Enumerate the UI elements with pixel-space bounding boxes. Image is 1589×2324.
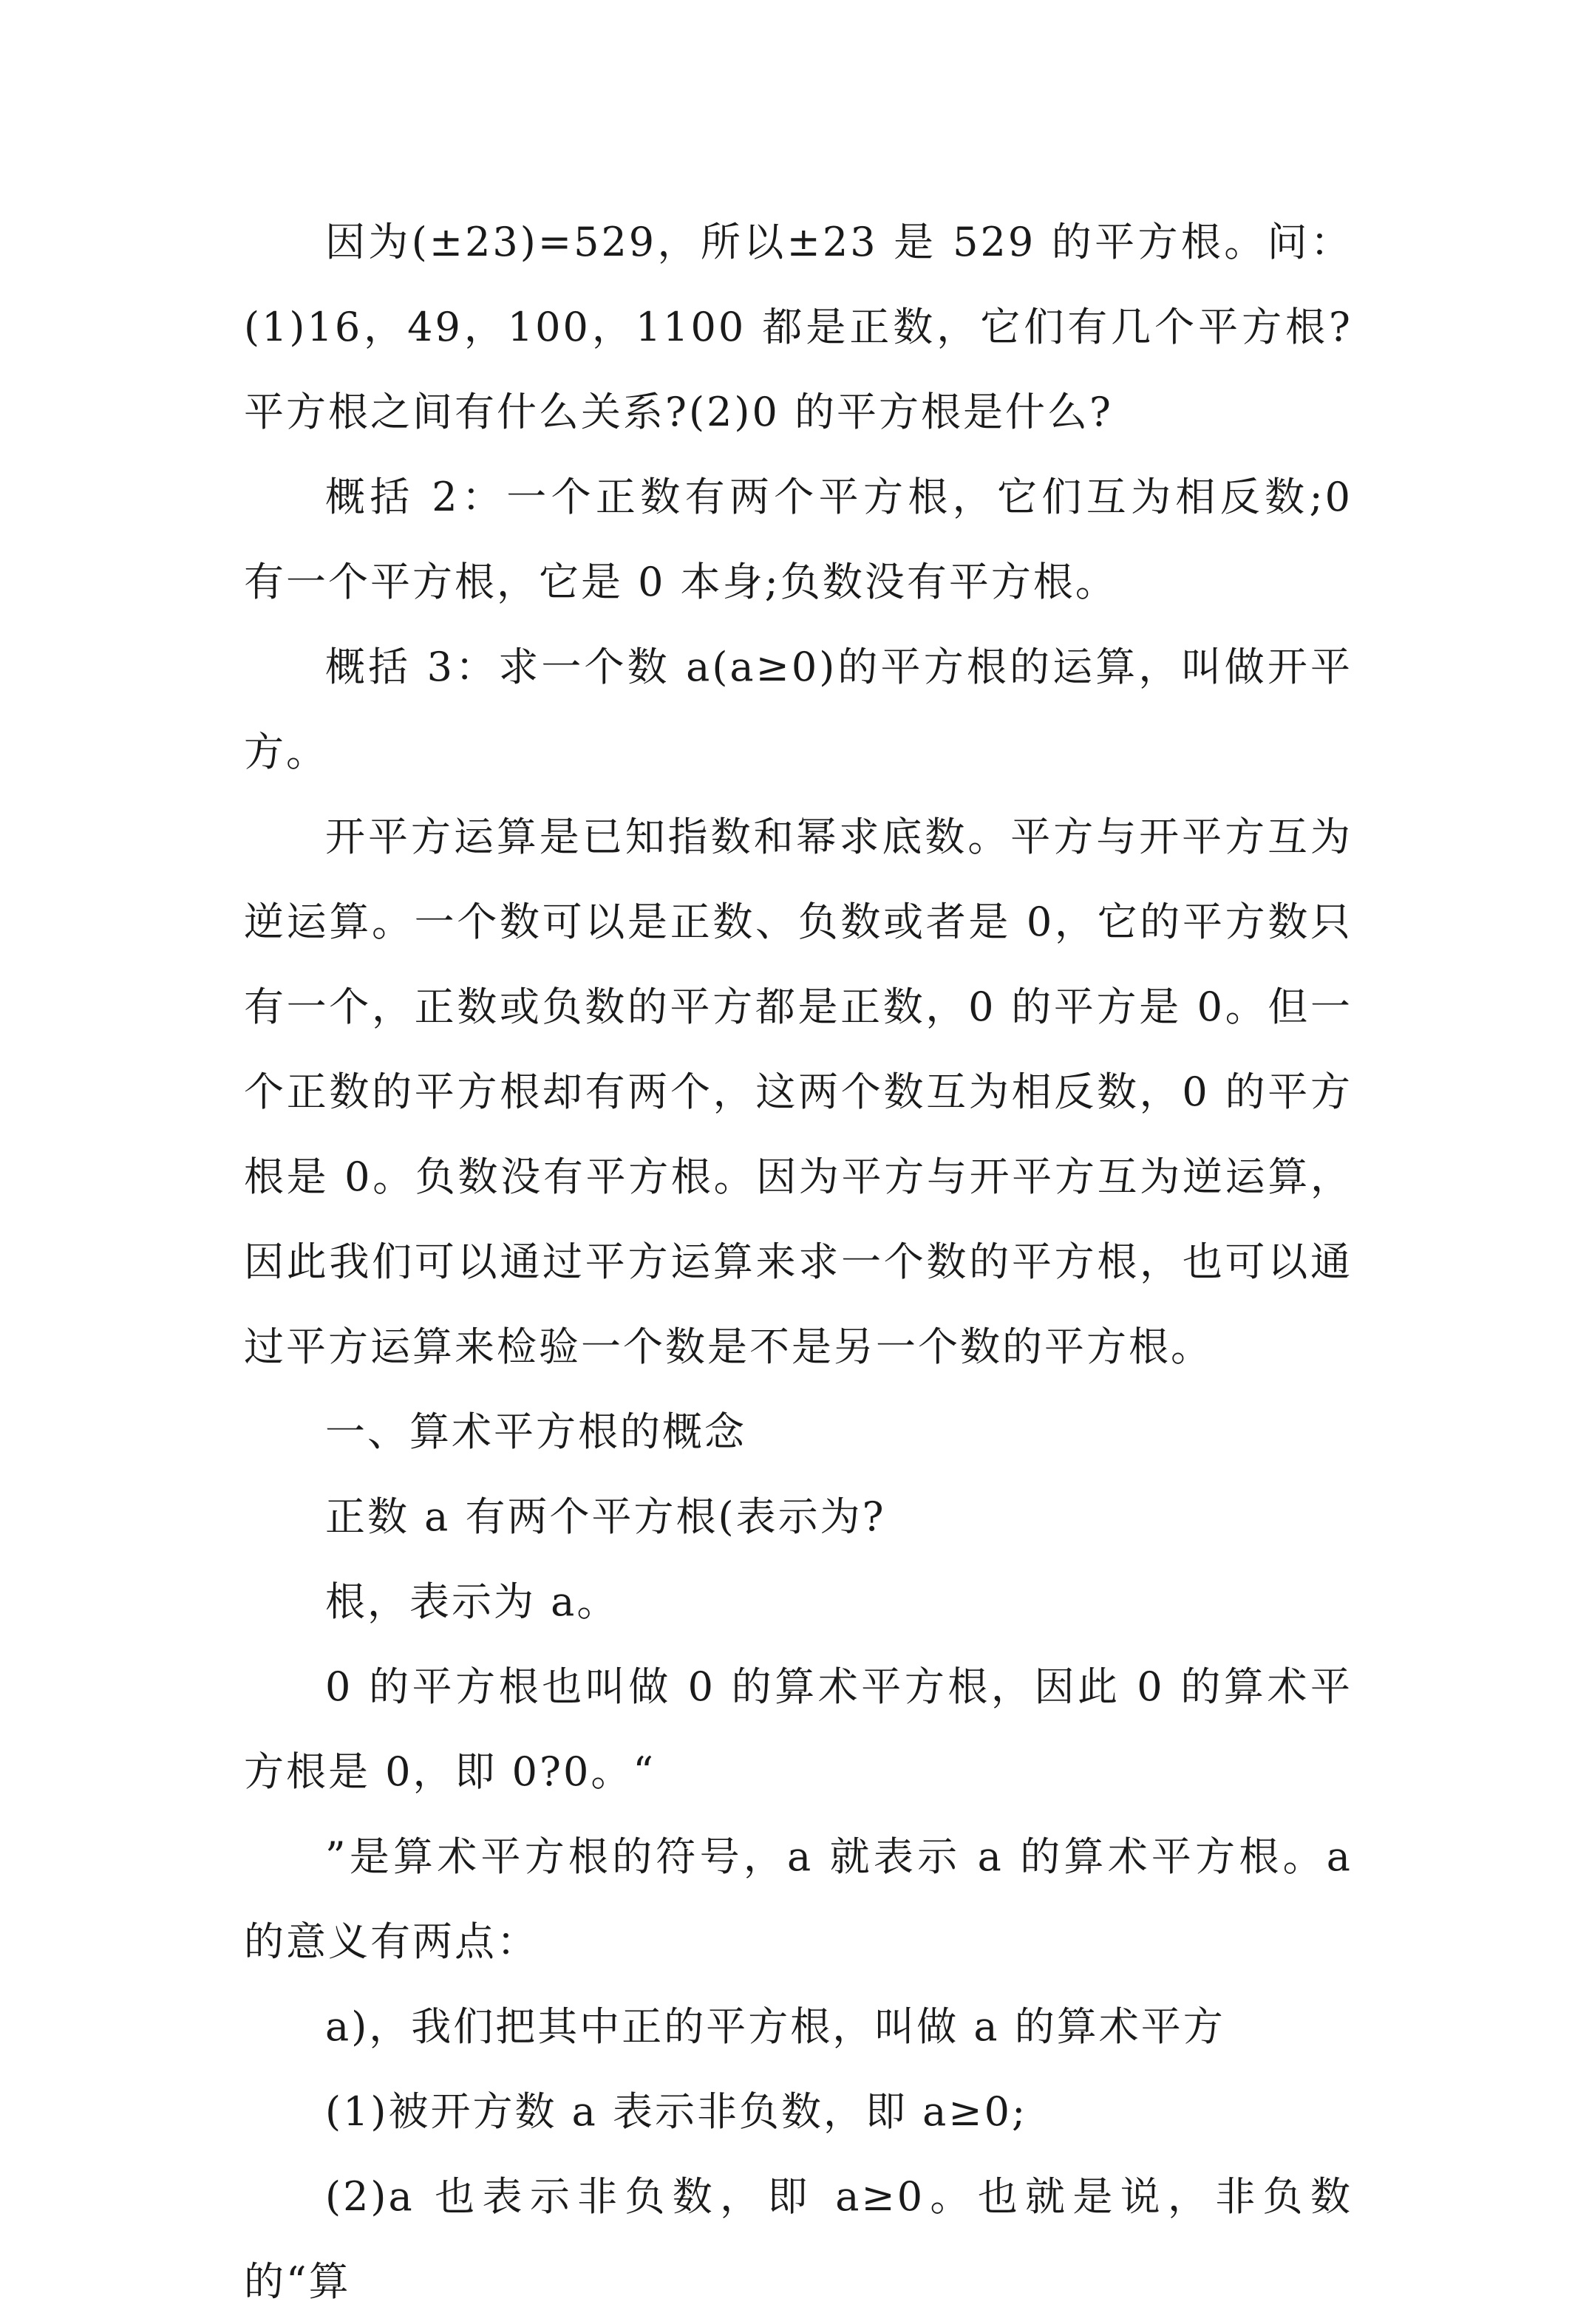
paragraph-3: 概括 3：求一个数 a(a≥0)的平方根的运算，叫做开平方。 (244, 644, 1352, 775)
document-body (244, 200, 1352, 2324)
paragraph-1: 因为(±23)=529，所以±23 是 529 的平方根。问：(1)16，49，100，1100 都是正数，它们有几个平方根?平方根之间有什么关系?(2)0 的平方根是什么? (244, 219, 1352, 435)
paragraph-6: 正数 a 有两个平方根(表示为? (325, 1493, 886, 1540)
paragraph-8: 0 的平方根也叫做 0 的算术平方根，因此 0 的算术平方根是 0，即 0?0。“ (244, 1663, 1352, 1795)
paragraph-12: (2)a 也表示非负数，即 a≥0。也就是说，非负数的“算 (244, 2173, 1352, 2305)
paragraph-9: ”是算术平方根的符号，a 就表示 a 的算术平方根。a 的意义有两点： (244, 1833, 1352, 1965)
paragraph-11: (1)被开方数 a 表示非负数，即 a≥0; (325, 2088, 1028, 2135)
paragraph-10: a)，我们把其中正的平方根，叫做 a 的算术平方 (325, 2003, 1225, 2050)
paragraph-7: 根，表示为 a。 (325, 1578, 619, 1625)
paragraph-2: 概括 2：一个正数有两个平方根，它们互为相反数;0 有一个平方根，它是 0 本身;负数没有平方根。 (244, 474, 1352, 605)
paragraph-4: 开平方运算是已知指数和幂求底数。平方与开平方互为逆运算。一个数可以是正数、负数或者是 0，它的平方数只有一个，正数或负数的平方都是正数，0 的平方是 0。但一个正数的平方根却有两个，这两个数互为相反数，0 的平方根是 0。负数没有平方根。因为平方与开平方互为逆运算，因此我们可以通过平方运算来求一个数的平方根，也可以通过平方运算来检验一个数是不是另一个数的平方根。 (244, 814, 1352, 1370)
section-heading: 一、算术平方根的概念 (325, 1408, 746, 1455)
